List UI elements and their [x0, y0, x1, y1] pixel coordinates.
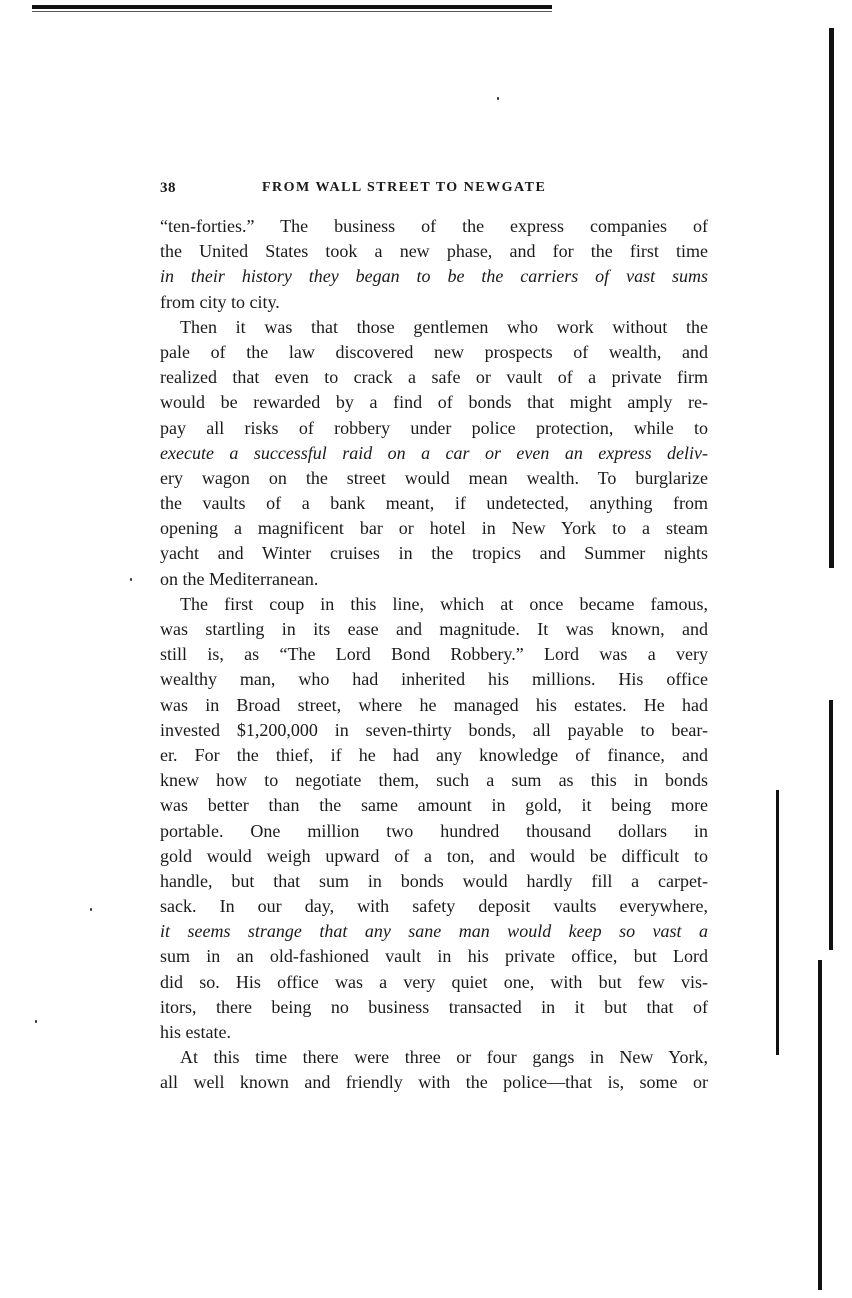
text-line: opening a magnificent bar or hotel in New York to a steam	[160, 518, 708, 539]
text-line: gold would weigh upward of a ton, and would be difficult to	[160, 845, 708, 866]
text-line: execute a successful raid on a car or even an express deliv-	[160, 442, 708, 463]
text-line: would be rewarded by a find of bonds that might amply re-	[160, 392, 708, 413]
text-line: his estate.	[160, 1022, 231, 1042]
text-line: pale of the law discovered new prospects of wealth, and	[160, 341, 708, 362]
text-line: the vaults of a bank meant, if undetected, anything from	[160, 493, 708, 514]
text-line: invested $1,200,000 in seven-thirty bonds, all payable to bear-	[160, 719, 708, 740]
text-line: The first coup in this line, which at once became famous,	[180, 593, 708, 614]
text-line: ery wagon on the street would mean wealth. To burglarize	[160, 467, 708, 488]
scan-speck	[35, 1020, 37, 1023]
scan-edge-bar-bottom	[818, 960, 822, 1290]
text-line: all well known and friendly with the police—that is, some or	[160, 1072, 708, 1093]
text-line: Then it was that those gentlemen who work without the	[180, 316, 708, 337]
scan-speck	[497, 97, 499, 100]
text-line: sum in an old-fashioned vault in his private office, but Lord	[160, 946, 708, 967]
running-title: FROM WALL STREET TO NEWGATE	[262, 180, 547, 195]
text-line: realized that even to crack a safe or vault of a private firm	[160, 367, 708, 388]
text-line: er. For the thief, if he had any knowledge of finance, and	[160, 744, 708, 765]
text-line: At this time there were three or four gangs in New York,	[180, 1047, 708, 1068]
text-line: in their history they began to be the carriers of vast sums	[160, 266, 708, 287]
text-line: wealthy man, who had inherited his millions. His office	[160, 669, 708, 690]
scan-edge-bar-top	[829, 28, 834, 568]
text-line: “ten-forties.” The business of the express companies of	[160, 216, 708, 236]
text-line: on the Mediterranean.	[160, 568, 319, 589]
top-scan-rule-thin	[32, 11, 552, 12]
text-line: did so. His office was a very quiet one, with but few vis-	[160, 971, 708, 992]
text-line: portable. One million two hundred thousand dollars in	[160, 820, 708, 841]
page-number: 38	[160, 180, 176, 196]
scan-speck	[90, 908, 92, 911]
scan-edge-bar-side	[776, 790, 779, 1055]
text-line: it seems strange that any sane man would keep so vast a	[160, 921, 708, 942]
text-line: handle, but that sum in bonds would hardly fill a carpet-	[160, 870, 708, 891]
text-line: still is, as “The Lord Bond Robbery.” Lord was a very	[160, 644, 708, 665]
body-text	[160, 214, 708, 1096]
text-line: the United States took a new phase, and for the first time	[160, 241, 708, 262]
text-line: pay all risks of robbery under police protection, while to	[160, 417, 708, 438]
text-line: knew how to negotiate them, such a sum as this in bonds	[160, 770, 708, 791]
text-line: itors, there being no business transacted in it but that of	[160, 996, 708, 1017]
text-line: was better than the same amount in gold, it being more	[160, 795, 708, 816]
text-line: sack. In our day, with safety deposit vaults everywhere,	[160, 896, 708, 917]
text-line: yacht and Winter cruises in the tropics and Summer nights	[160, 543, 708, 564]
running-head	[160, 180, 720, 200]
text-line: from city to city.	[160, 291, 280, 312]
scan-edge-bar-middle	[829, 700, 833, 950]
scan-speck	[130, 578, 132, 581]
text-line: was startling in its ease and magnitude. It was known, and	[160, 619, 708, 639]
top-scan-rule	[32, 5, 552, 9]
text-line: was in Broad street, where he managed his estates. He had	[160, 694, 708, 715]
